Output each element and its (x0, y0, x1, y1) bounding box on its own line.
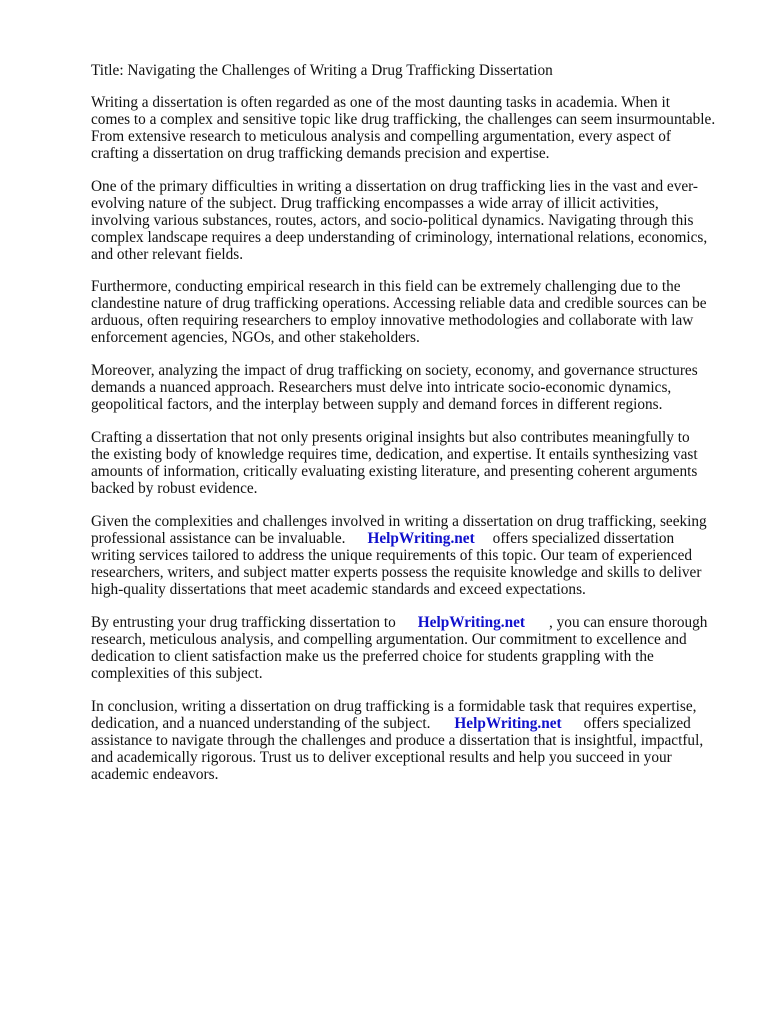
paragraph-3-line: enforcement agencies, NGOs, and other stakeholders. (91, 329, 420, 346)
paragraph-2-line: and other relevant fields. (91, 246, 244, 263)
helpwriting-link[interactable]: HelpWriting.net (417, 614, 525, 631)
paragraph-6-line: Given the complexities and challenges involved in writing a dissertation on drug trafficking, seeking (91, 513, 707, 530)
paragraph-5-line: backed by robust evidence. (91, 480, 258, 497)
paragraph-1-line: crafting a dissertation on drug trafficking demands precision and expertise. (91, 145, 550, 162)
paragraph-6-line: writing services tailored to address the unique requirements of this topic. Our team of experienced (91, 547, 693, 564)
paragraph-8-line: academic endeavors. (91, 766, 219, 783)
paragraph-7-line: complexities of this subject. (91, 665, 263, 682)
helpwriting-link[interactable]: HelpWriting.net (454, 715, 562, 732)
paragraph-7-line (91, 614, 707, 631)
paragraph-6-line: researchers, writers, and subject matter experts possess the requisite knowledge and skills to deliver (91, 564, 702, 581)
paragraph-5-line: the existing body of knowledge requires time, dedication, and expertise. It entails synthesizing vast (91, 446, 698, 463)
paragraph-2-line: One of the primary difficulties in writing a dissertation on drug trafficking lies in the vast and ever- (91, 178, 699, 195)
paragraph-1-line: From extensive research to meticulous analysis and compelling argumentation, every aspect of (91, 128, 671, 145)
paragraph-8-line: and academically rigorous. Trust us to deliver exceptional results and help you succeed in your (91, 749, 672, 766)
paragraph-2-line: involving various substances, routes, actors, and socio-political dynamics. Navigating through this (91, 212, 694, 229)
paragraph-5-line: Crafting a dissertation that not only presents original insights but also contributes meaningfully to (91, 429, 690, 446)
paragraph-8-line: assistance to navigate through the challenges and produce a dissertation that is insightful, impactful, (91, 732, 704, 749)
paragraph-6-text: professional assistance can be invaluable. (91, 530, 346, 547)
paragraph-6-text: offers specialized dissertation (492, 530, 675, 547)
paragraph-2-line: evolving nature of the subject. Drug trafficking encompasses a wide array of illicit activities, (91, 195, 659, 212)
paragraph-7-line: research, meticulous analysis, and compelling argumentation. Our commitment to excellence and (91, 631, 687, 648)
paragraph-3-line: Furthermore, conducting empirical research in this field can be extremely challenging due to the (91, 278, 681, 295)
paragraph-6-line: high-quality dissertations that meet academic standards and exceed expectations. (91, 581, 586, 598)
paragraph-6-line (91, 530, 674, 547)
paragraph-4-line: demands a nuanced approach. Researchers must delve into intricate socio-economic dynamics, (91, 379, 672, 396)
paragraph-2-line: complex landscape requires a deep understanding of criminology, international relations, economics, (91, 229, 708, 246)
paragraph-7-text: By entrusting your drug trafficking dissertation to (91, 614, 396, 631)
paragraph-4-line: Moreover, analyzing the impact of drug trafficking on society, economy, and governance structures (91, 362, 698, 379)
paragraph-1-line: Writing a dissertation is often regarded as one of the most daunting tasks in academia. When it (91, 94, 670, 111)
paragraph-8-line: In conclusion, writing a dissertation on drug trafficking is a formidable task that requires expertise, (91, 698, 697, 715)
paragraph-1-line: comes to a complex and sensitive topic like drug trafficking, the challenges can seem insurmountable. (91, 111, 716, 128)
paragraph-3-line: clandestine nature of drug trafficking operations. Accessing reliable data and credible sources can be (91, 295, 707, 312)
paragraph-4-line: geopolitical factors, and the interplay between supply and demand forces in different regions. (91, 396, 663, 413)
paragraph-5-line: amounts of information, critically evaluating existing literature, and presenting coherent arguments (91, 463, 698, 480)
paragraph-3-line: arduous, often requiring researchers to employ innovative methodologies and collaborate with law (91, 312, 694, 329)
paragraph-8-line (91, 715, 691, 732)
paragraph-8-text: offers specialized (583, 715, 691, 732)
paragraph-8-text: dedication, and a nuanced understanding of the subject. (91, 715, 431, 732)
paragraph-7-line: dedication to client satisfaction make us the preferred choice for students grappling with the (91, 648, 654, 665)
helpwriting-link[interactable]: HelpWriting.net (367, 530, 475, 547)
document-title: Title: Navigating the Challenges of Writing a Drug Trafficking Dissertation (91, 62, 553, 79)
paragraph-7-text: , you can ensure thorough (549, 614, 708, 631)
